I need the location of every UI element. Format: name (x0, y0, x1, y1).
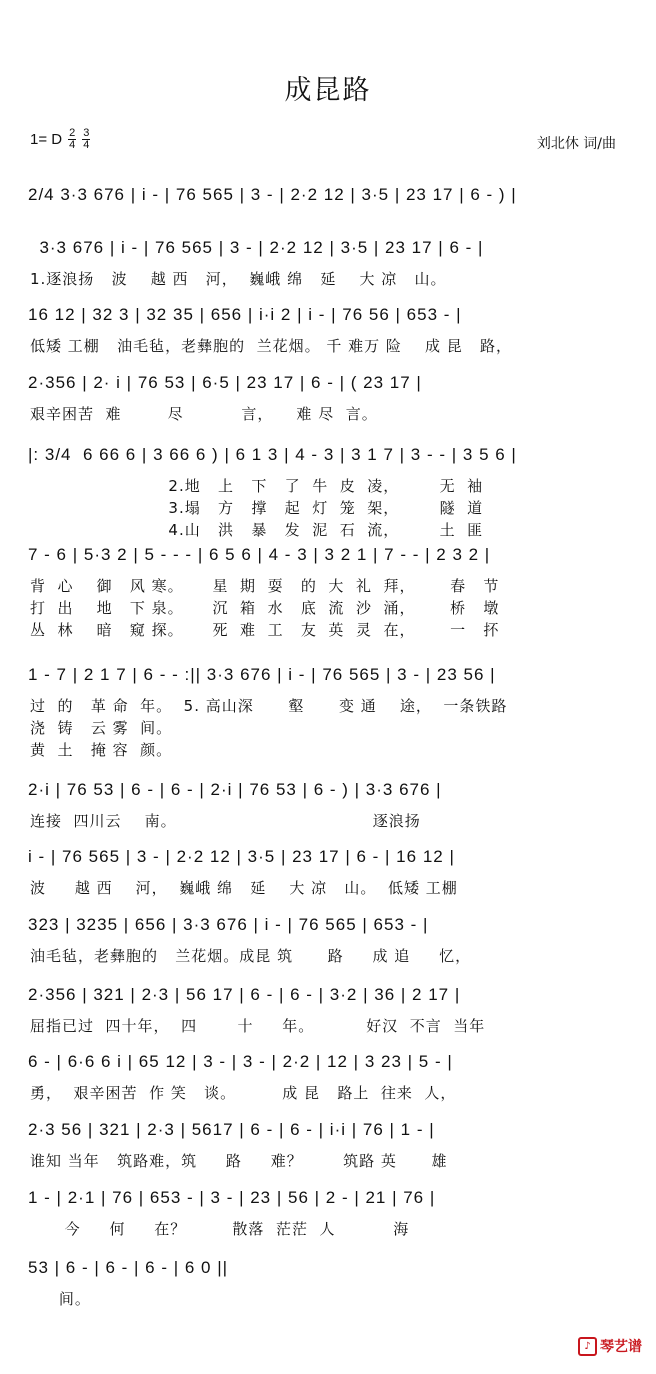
score-line (28, 1188, 618, 1236)
lyric-line: 丛 林 暗 窥 探。 死 难 工 友 英 灵 在， 一 抔 (30, 621, 500, 639)
score-line (28, 305, 618, 353)
notation-line: i - | 76 565 | 3 - | 2·2 12 | 3·5 | 23 17 | 6 - | 16 12 | (28, 847, 455, 866)
lyric-line: 屈指已过 四十年， 四 十 年。 好汉 不言 当年 (30, 1017, 486, 1035)
page-title: 成昆路 (284, 75, 372, 106)
lyric-line: 浇 铸 云 雾 间。 (30, 719, 173, 737)
lyric-line: 今 何 在？ 散落 茫茫 人 海 (30, 1220, 410, 1238)
notation-line: 1 - 7 | 2 1 7 | 6 - - :|| 3·3 676 | i - | 76 565 | 3 - | 23 56 | (28, 665, 496, 684)
score-line (28, 545, 618, 637)
score-line (28, 185, 618, 211)
lyric-line: 过 的 革 命 年。 5. 高山深 壑 变 通 途， 一条铁路 (30, 697, 508, 715)
score-line (28, 915, 618, 963)
key-label: 1= D (30, 131, 63, 148)
notation-line: 2/4 3·3 676 | i - | 76 565 | 3 - | 2·2 12 | 3·5 | 23 17 | 6 - ) | (28, 185, 517, 204)
lyric-line: 间。 (30, 1290, 91, 1308)
lyric-line: 1.逐浪扬 波 越 西 河， 巍峨 绵 延 大 凉 山。 (30, 270, 447, 288)
time-signature-1: $\frac{2}{4}$ (69, 127, 76, 151)
notation-line: 7 - 6 | 5·3 2 | 5 - - - | 6 5 6 | 4 - 3 | 3 2 1 | 7 - - | 2 3 2 | (28, 545, 491, 564)
notation-line: |: 3/4 6 66 6 | 3 66 6 ) | 6 1 3 | 4 - 3 | 3 1 7 | 3 - - | 3 5 6 | (28, 445, 517, 464)
notation-line: 323 | 3235 | 656 | 3·3 676 | i - | 76 565 | 653 - | (28, 915, 429, 934)
notation-line: 16 12 | 32 3 | 32 35 | 656 | i·i 2 | i - | 76 56 | 653 - | (28, 305, 462, 324)
notation-line: 3·3 676 | i - | 76 565 | 3 - | 2·2 12 | 3·5 | 23 17 | 6 - | (28, 238, 484, 257)
lyric-line: 2.地 上 下 了 牛 皮 凌， 无 袖 (30, 477, 484, 495)
notation-line: 1 - | 2·1 | 76 | 653 - | 3 - | 23 | 56 | 2 - | 21 | 76 | (28, 1188, 436, 1207)
notation-line: 2·356 | 321 | 2·3 | 56 17 | 6 - | 6 - | 3·2 | 36 | 2 17 | (28, 985, 461, 1004)
score-line (28, 1120, 618, 1168)
time-signature-2: $\frac{3}{4}$ (83, 127, 90, 151)
notation-line: 2·i | 76 53 | 6 - | 6 - | 2·i | 76 53 | 6 - ) | 3·3 676 | (28, 780, 442, 799)
notation-line: 2·356 | 2· i | 76 53 | 6·5 | 23 17 | 6 - | ( 23 17 | (28, 373, 422, 392)
score-line (28, 780, 618, 828)
lyric-line: 勇， 艰辛困苦 作 笑 谈。 成 昆 路上 往来 人， (30, 1084, 457, 1102)
lyric-line: 艰辛困苦 难 尽 言， 难 尽 言。 (30, 405, 378, 423)
key-signature (30, 128, 90, 151)
lyric-line: 4.山 洪 暴 发 泥 石 流， 土 匪 (30, 521, 484, 539)
brand-logo-text: 琴艺谱 (600, 1339, 642, 1355)
score-line (28, 847, 618, 895)
brand-logo[interactable] (578, 1336, 642, 1356)
notation-line: 6 - | 6·6 6 i | 65 12 | 3 - | 3 - | 2·2 | 12 | 3 23 | 5 - | (28, 1052, 453, 1071)
lyric-line: 黄 土 掩 容 颜。 (30, 741, 173, 759)
lyric-line: 低矮 工棚 油毛毡，老彝胞的 兰花烟。 千 难万 险 成 昆 路， (30, 337, 513, 355)
score-line (28, 445, 618, 537)
lyric-line: 波 越 西 河， 巍峨 绵 延 大 凉 山。 低矮 工棚 (30, 879, 458, 897)
credit-line: 刘北休 词/曲 (536, 136, 616, 152)
notation-line: 53 | 6 - | 6 - | 6 - | 6 0 || (28, 1258, 229, 1277)
lyric-line: 谁知 当年 筑路难，筑 路 难？ 筑路 英 雄 (30, 1152, 448, 1170)
score-line (28, 1052, 618, 1100)
score-line (28, 665, 618, 757)
score-line (28, 1258, 618, 1306)
notation-line: 2·3 56 | 321 | 2·3 | 5617 | 6 - | 6 - | i·i | 76 | 1 - | (28, 1120, 435, 1139)
lyric-line: 连接 四川云 南。 逐浪扬 (30, 812, 421, 830)
score-line (28, 985, 618, 1033)
lyric-line: 背 心 御 风 寒。 星 期 耍 的 大 礼 拜， 春 节 (30, 577, 500, 595)
score-line (28, 238, 618, 286)
lyric-line: 油毛毡，老彝胞的 兰花烟。成昆 筑 路 成 追 忆， (30, 947, 472, 965)
music-note-icon: ♪ (578, 1337, 597, 1356)
score-line (28, 373, 618, 421)
lyric-line: 打 出 地 下 泉。 沉 箱 水 底 流 沙 涌， 桥 墩 (30, 599, 500, 617)
lyric-line: 3.塌 方 撑 起 灯 笼 架， 隧 道 (30, 499, 484, 517)
